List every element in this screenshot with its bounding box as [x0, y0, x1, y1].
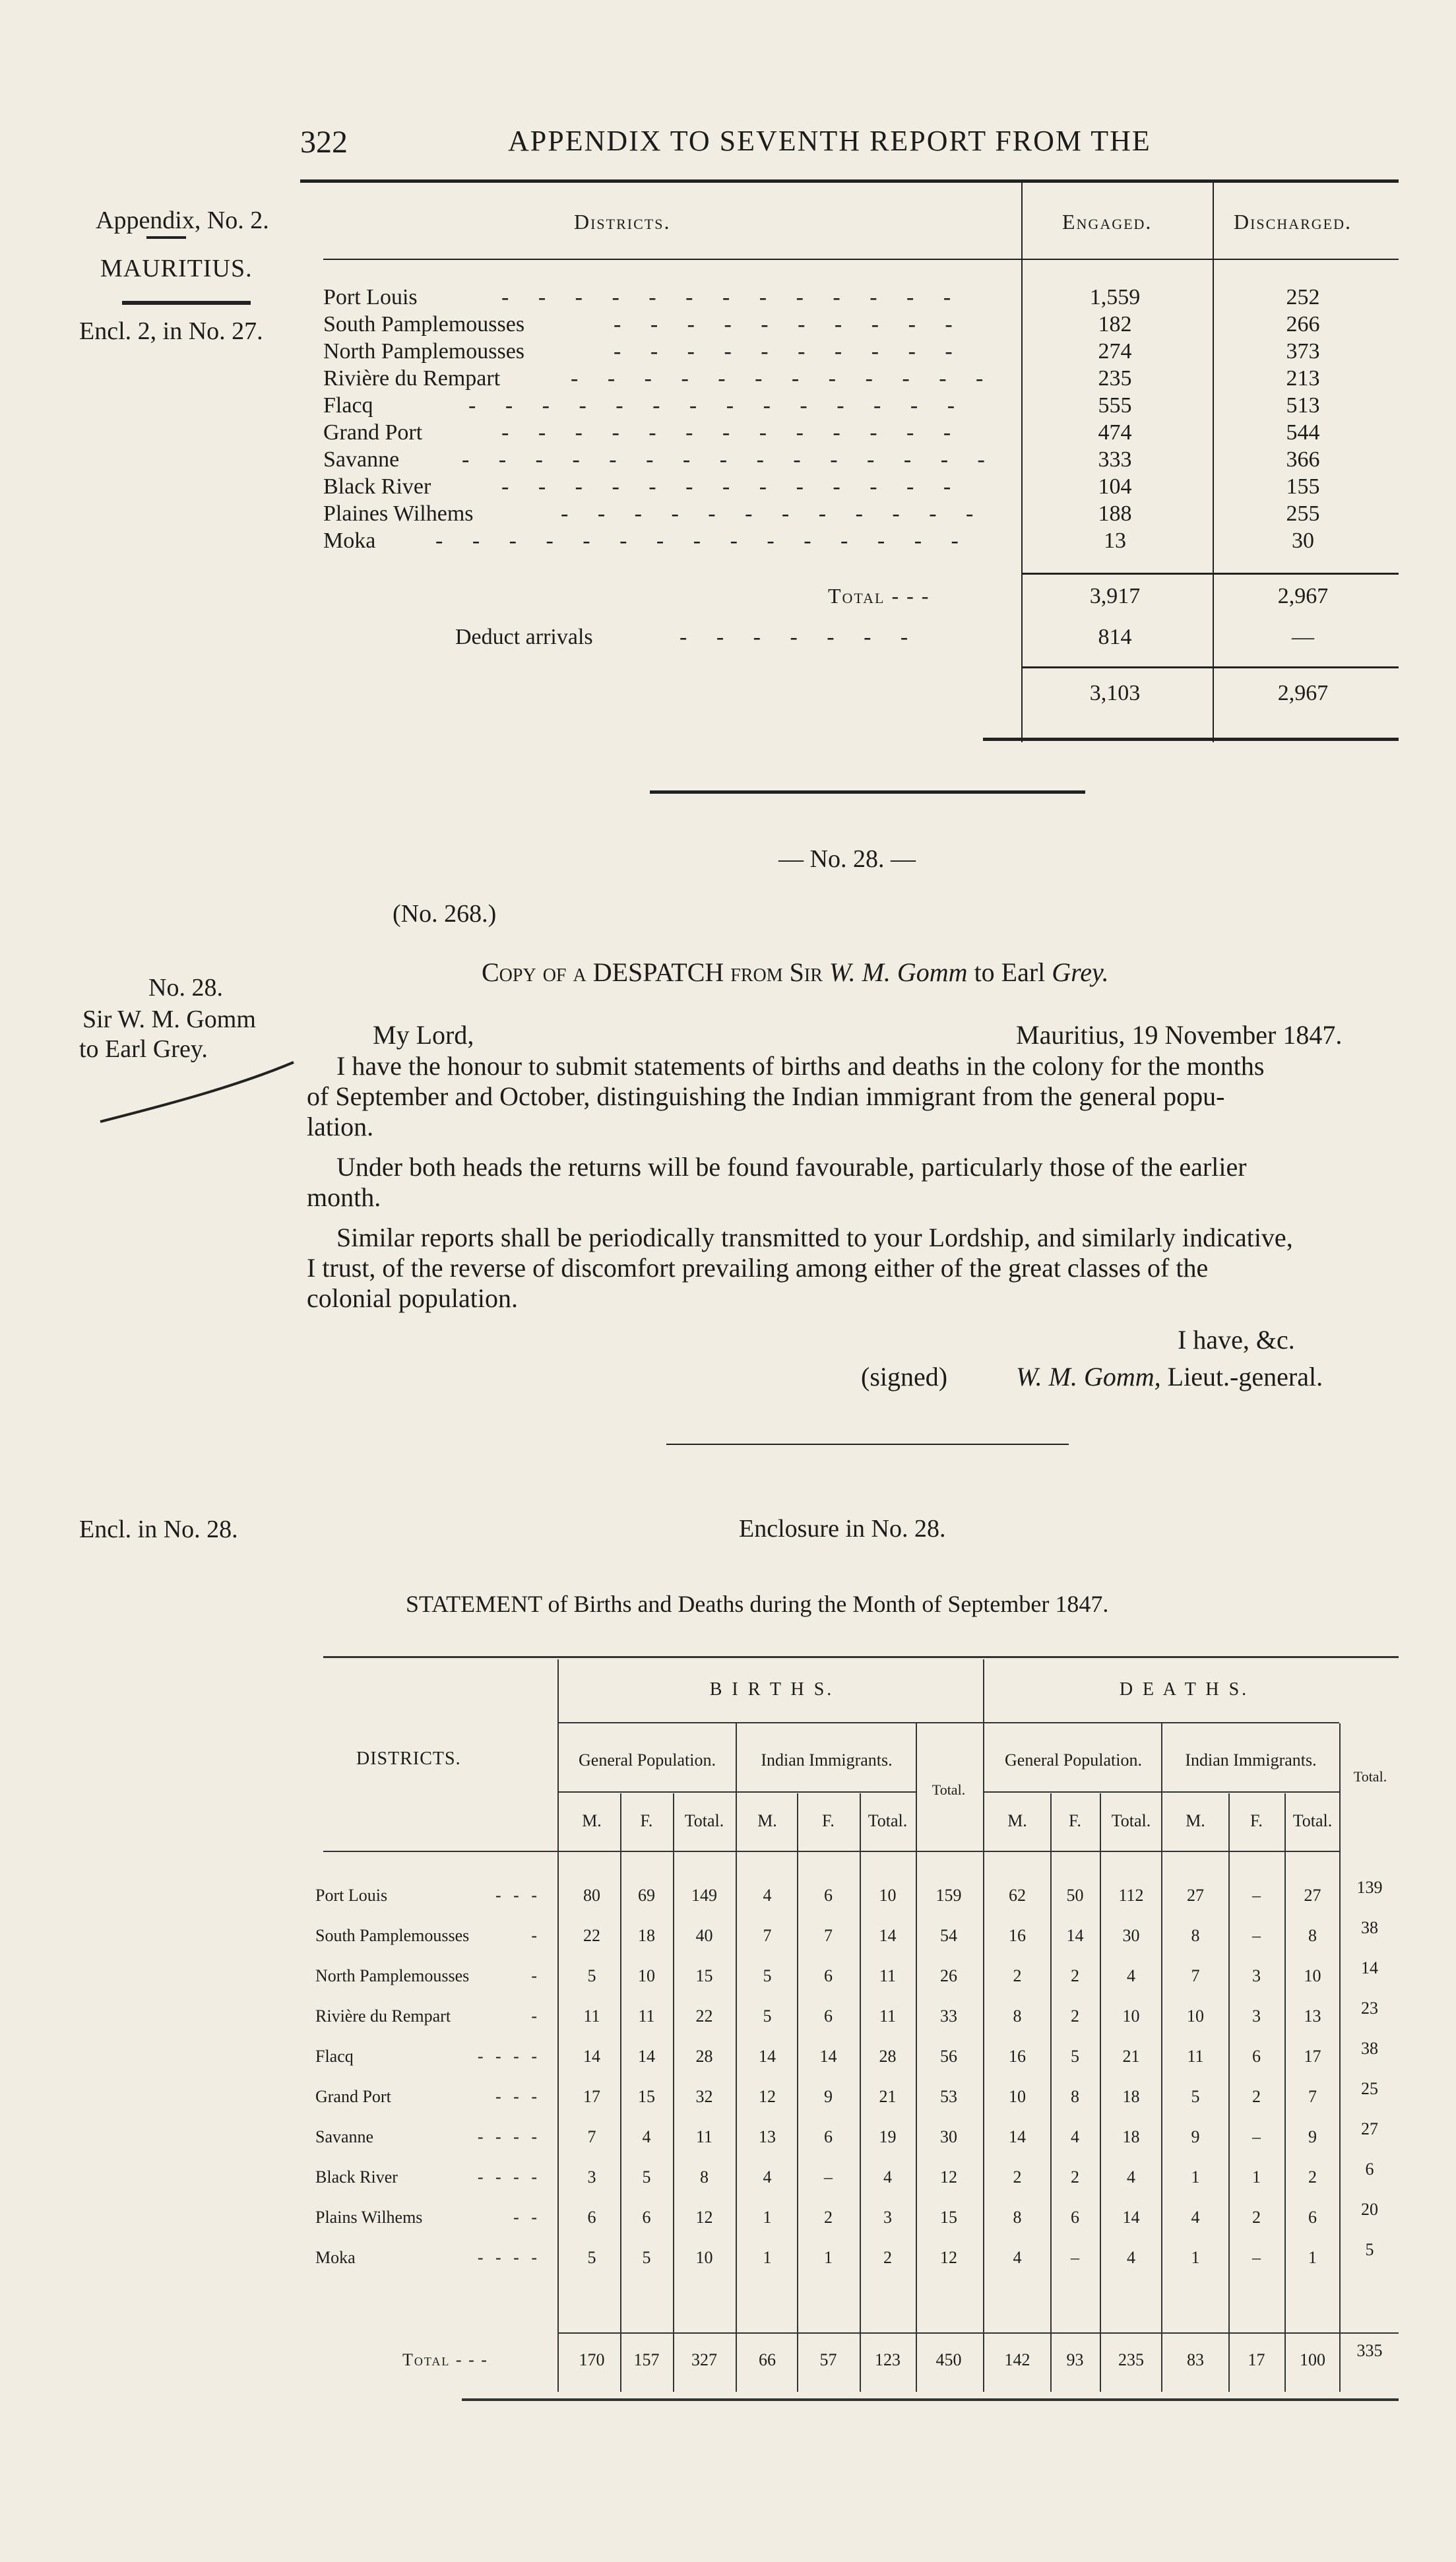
- section-number: — No. 28. —: [778, 845, 916, 873]
- cell-value: 11: [879, 1966, 897, 1985]
- margin-appendix: Appendix, No. 2.: [96, 207, 269, 234]
- cell-value: 1: [1308, 2248, 1317, 2267]
- total-value: 93: [1066, 2350, 1084, 2369]
- cell-value: 3: [1252, 1966, 1261, 1985]
- district-name: Moka: [315, 2248, 356, 2267]
- para2-line2: month.: [307, 1182, 381, 1212]
- discharged-value: 213: [1286, 366, 1320, 391]
- cell-value: 26: [940, 1966, 957, 1985]
- para1-line2: of September and October, distinguishing the Indian immigrant from the general popu-: [307, 1081, 1225, 1111]
- births-header: B I R T H S.: [709, 1679, 835, 1700]
- cell-value: 15: [940, 2208, 957, 2227]
- net-discharged: 2,967: [1277, 681, 1329, 705]
- para1-line3: lation.: [307, 1112, 374, 1141]
- cell-value: 17: [1304, 2047, 1321, 2066]
- subheader-f: F.: [640, 1811, 653, 1830]
- cell-value: 8: [1013, 2208, 1022, 2227]
- subheader-f: F.: [1069, 1811, 1081, 1830]
- cell-value: 21: [1122, 2047, 1140, 2066]
- total-value: 123: [875, 2350, 901, 2369]
- total-discharged: 2,967: [1277, 584, 1329, 608]
- cell-value: 6: [824, 2006, 833, 2026]
- cell-value: 6: [824, 1886, 833, 1905]
- cell-value: 5: [642, 2248, 651, 2267]
- margin-enclosure: Encl. 2, in No. 27.: [79, 317, 263, 345]
- cell-value: 7: [1191, 1966, 1200, 1985]
- total-value: 17: [1248, 2350, 1265, 2369]
- cell-value: 16: [1009, 1926, 1026, 1945]
- cell-value: 25: [1361, 2079, 1378, 2098]
- total-value: 100: [1300, 2350, 1325, 2369]
- engaged-value: 274: [1098, 339, 1132, 364]
- cell-value: 12: [759, 2087, 776, 2106]
- cell-value: 2: [1071, 2006, 1079, 2026]
- margin-to-earl: to Earl Grey.: [79, 1035, 208, 1063]
- cell-value: 4: [1071, 2127, 1079, 2146]
- cell-value: 2: [1252, 2208, 1261, 2227]
- cell-value: 3: [1252, 2006, 1261, 2026]
- discharged-value: 373: [1286, 339, 1320, 364]
- cell-value: 22: [583, 1926, 600, 1945]
- cell-value: 19: [879, 2127, 897, 2146]
- cell-value: 14: [1361, 1958, 1378, 1977]
- deduct-discharged: —: [1292, 625, 1314, 649]
- births-indian-header: Indian Immigrants.: [761, 1750, 893, 1770]
- cell-value: –: [824, 2167, 833, 2187]
- cell-value: 112: [1118, 1886, 1144, 1905]
- margin-rule: [122, 301, 251, 305]
- para2-line1: Under both heads the returns will be found favourable, particularly those of the earlier: [336, 1152, 1247, 1182]
- cell-value: 4: [1127, 2167, 1135, 2187]
- cell-value: 14: [583, 2047, 600, 2066]
- enclosure-title: Enclosure in No. 28.: [739, 1515, 946, 1543]
- district-name: Grand Port: [315, 2087, 391, 2106]
- cell-value: 4: [763, 1886, 772, 1905]
- cell-value: 8: [1308, 1926, 1317, 1945]
- section-divider: [650, 790, 1085, 794]
- col-districts: DISTRICTS.: [356, 1748, 461, 1769]
- cell-value: 5: [763, 1966, 772, 1985]
- cell-value: 5: [1071, 2047, 1079, 2066]
- discharged-value: 266: [1286, 312, 1320, 336]
- district-name: Grand Port: [323, 420, 423, 445]
- salutation: My Lord,: [373, 1020, 474, 1050]
- cell-value: 13: [1304, 2006, 1321, 2026]
- district-name: Moka: [323, 528, 376, 553]
- deduct-label: Deduct arrivals: [455, 625, 593, 649]
- cell-value: 10: [879, 1886, 897, 1905]
- cell-value: 15: [695, 1966, 713, 1985]
- cell-value: 14: [1066, 1926, 1084, 1945]
- cell-value: 2: [1308, 2167, 1317, 2187]
- cell-value: –: [1252, 1886, 1261, 1905]
- district-name: South Pamplemousses: [323, 312, 525, 336]
- engaged-value: 474: [1098, 420, 1132, 445]
- cell-value: 4: [1127, 2248, 1135, 2267]
- cell-value: 159: [935, 1886, 962, 1905]
- subheader-tot: Total.: [868, 1811, 908, 1830]
- cell-value: 30: [1122, 1926, 1140, 1945]
- cell-value: 6: [587, 2208, 596, 2227]
- cell-value: 1: [763, 2248, 772, 2267]
- engaged-value: 333: [1098, 447, 1132, 472]
- despatch-title: Copy of a DESPATCH from Sir W. M. Gomm to Earl Grey.: [482, 957, 1109, 987]
- engaged-value: 104: [1098, 474, 1132, 499]
- cell-value: 8: [1071, 2087, 1079, 2106]
- cell-value: 53: [940, 2087, 957, 2106]
- cell-value: 4: [1013, 2248, 1022, 2267]
- cell-value: 18: [638, 1926, 655, 1945]
- para3-line3: colonial population.: [307, 1283, 518, 1313]
- cell-value: 23: [1361, 1999, 1378, 2018]
- cell-value: 7: [824, 1926, 833, 1945]
- engaged-value: 1,559: [1089, 285, 1141, 309]
- cell-value: 6: [824, 1966, 833, 1985]
- closing: I have, &c.: [1178, 1325, 1295, 1355]
- cell-value: 50: [1066, 1886, 1084, 1905]
- margin-flourish: [99, 1056, 297, 1128]
- cell-value: 28: [879, 2047, 897, 2066]
- cell-value: 6: [824, 2127, 833, 2146]
- cell-value: 3: [883, 2208, 892, 2227]
- cell-value: 4: [1127, 1966, 1135, 1985]
- births-total-header: Total.: [932, 1781, 966, 1798]
- cell-value: –: [1252, 1926, 1261, 1945]
- cell-value: 20: [1361, 2200, 1378, 2219]
- cell-value: 1: [1191, 2248, 1200, 2267]
- col-districts: Districts.: [574, 210, 671, 234]
- cell-value: 9: [1191, 2127, 1200, 2146]
- subheader-m: M.: [1186, 1811, 1205, 1830]
- subheader-m: M.: [757, 1811, 777, 1830]
- total-value: 83: [1187, 2350, 1204, 2369]
- cell-value: 1: [763, 2208, 772, 2227]
- discharged-value: 255: [1286, 501, 1320, 526]
- cell-value: 2: [1013, 1966, 1022, 1985]
- district-name: Flacq: [315, 2047, 354, 2066]
- cell-value: 32: [695, 2087, 713, 2106]
- cell-value: 21: [879, 2087, 897, 2106]
- cell-value: 80: [583, 1886, 600, 1905]
- cell-value: 5: [642, 2167, 651, 2187]
- cell-value: 11: [583, 2006, 600, 2026]
- cell-value: 18: [1122, 2087, 1140, 2106]
- district-name: North Pamplemousses: [323, 339, 525, 364]
- cell-value: –: [1071, 2248, 1079, 2267]
- net-engaged: 3,103: [1089, 681, 1141, 705]
- cell-value: 13: [759, 2127, 776, 2146]
- cell-value: 18: [1122, 2127, 1140, 2146]
- district-name: Black River: [315, 2167, 398, 2187]
- cell-value: –: [1252, 2127, 1261, 2146]
- discharged-value: 155: [1286, 474, 1320, 499]
- total-value: 335: [1356, 2341, 1383, 2360]
- cell-value: 56: [940, 2047, 957, 2066]
- cell-value: 12: [940, 2167, 957, 2187]
- cell-value: 27: [1361, 2119, 1378, 2138]
- cell-value: 14: [819, 2047, 837, 2066]
- engaged-value: 555: [1098, 393, 1132, 418]
- cell-value: 54: [940, 1926, 957, 1945]
- cell-value: 5: [587, 2248, 596, 2267]
- cell-value: 4: [763, 2167, 772, 2187]
- cell-value: 7: [587, 2127, 596, 2146]
- cell-value: 5: [763, 2006, 772, 2026]
- cell-value: 5: [1365, 2240, 1374, 2259]
- cell-value: 14: [1122, 2208, 1140, 2227]
- cell-value: 27: [1187, 1886, 1204, 1905]
- engaged-value: 13: [1104, 528, 1126, 553]
- total-label: Total - - -: [828, 584, 930, 608]
- cell-value: 139: [1356, 1878, 1383, 1897]
- cell-value: 2: [1071, 1966, 1079, 1985]
- cell-value: 10: [1304, 1966, 1321, 1985]
- cell-value: 11: [695, 2127, 713, 2146]
- margin-mauritius: MAURITIUS.: [100, 255, 253, 282]
- cell-value: 28: [695, 2047, 713, 2066]
- cell-value: 149: [691, 1886, 717, 1905]
- cell-value: 14: [1009, 2127, 1026, 2146]
- cell-value: 33: [940, 2006, 957, 2026]
- engaged-value: 182: [1098, 312, 1132, 336]
- cell-value: 10: [1122, 2006, 1140, 2026]
- subheader-f: F.: [1250, 1811, 1263, 1830]
- cell-value: 2: [1071, 2167, 1079, 2187]
- running-title: APPENDIX TO SEVENTH REPORT FROM THE: [508, 125, 1151, 157]
- cell-value: 16: [1009, 2047, 1026, 2066]
- district-name: Savanne: [323, 447, 400, 472]
- deaths-general-header: General Population.: [1005, 1750, 1142, 1770]
- cell-value: 69: [638, 1886, 655, 1905]
- subheader-f: F.: [822, 1811, 835, 1830]
- place-date: Mauritius, 19 November 1847.: [1016, 1020, 1343, 1050]
- cell-value: 4: [642, 2127, 651, 2146]
- total-value: 450: [935, 2350, 962, 2369]
- cell-value: 9: [1308, 2127, 1317, 2146]
- total-value: 157: [633, 2350, 660, 2369]
- cell-value: 30: [940, 2127, 957, 2146]
- cell-value: 6: [1071, 2208, 1079, 2227]
- letter-divider: [666, 1444, 1069, 1445]
- margin-enclosure-28: Encl. in No. 28.: [79, 1516, 238, 1543]
- cell-value: 7: [763, 1926, 772, 1945]
- cell-value: 11: [638, 2006, 655, 2026]
- subheader-tot: Total.: [1111, 1811, 1151, 1830]
- cell-value: 6: [642, 2208, 651, 2227]
- cell-value: 7: [1308, 2087, 1317, 2106]
- district-name: Rivière du Rempart: [315, 2006, 451, 2026]
- district-name: Port Louis: [315, 1886, 388, 1905]
- cell-value: 2: [824, 2208, 833, 2227]
- district-name: Flacq: [323, 393, 373, 418]
- margin-gomm: Sir W. M. Gomm: [82, 1006, 256, 1033]
- total-label: Total - - -: [402, 2350, 488, 2369]
- district-name: Savanne: [315, 2127, 374, 2146]
- cell-value: 12: [940, 2248, 957, 2267]
- cell-value: 8: [700, 2167, 709, 2187]
- cell-value: 38: [1361, 1918, 1378, 1937]
- para3-line1: Similar reports shall be periodically transmitted to your Lordship, and similarly indicative,: [336, 1223, 1293, 1252]
- para1-line1: I have the honour to submit statements of births and deaths in the colony for the months: [336, 1051, 1265, 1081]
- births-general-header: General Population.: [579, 1750, 716, 1770]
- cell-value: 62: [1009, 1886, 1026, 1905]
- signed-label: (signed): [861, 1362, 948, 1392]
- total-value: 57: [819, 2350, 837, 2369]
- district-name: Port Louis: [323, 285, 418, 309]
- col-discharged: Discharged.: [1234, 210, 1352, 234]
- cell-value: 9: [824, 2087, 833, 2106]
- cell-value: 8: [1191, 1926, 1200, 1945]
- total-value: 142: [1004, 2350, 1030, 2369]
- cell-value: 1: [1252, 2167, 1261, 2187]
- total-engaged: 3,917: [1089, 584, 1141, 608]
- cell-value: 10: [1009, 2087, 1026, 2106]
- engaged-value: 235: [1098, 366, 1132, 391]
- cell-value: 10: [1187, 2006, 1204, 2026]
- cell-value: 4: [1191, 2208, 1200, 2227]
- cell-value: 2: [1252, 2087, 1261, 2106]
- col-engaged: Engaged.: [1062, 210, 1153, 234]
- engaged-value: 188: [1098, 501, 1132, 526]
- deduct-engaged: 814: [1098, 625, 1132, 649]
- discharged-value: 366: [1286, 447, 1320, 472]
- cell-value: 14: [879, 1926, 897, 1945]
- deaths-total-header: Total.: [1353, 1768, 1387, 1785]
- district-name: Plains Wilhems: [315, 2208, 423, 2227]
- discharged-value: 30: [1292, 528, 1314, 553]
- margin-rule: [146, 236, 186, 239]
- despatch-ref: (No. 268.): [393, 900, 497, 928]
- cell-value: 15: [638, 2087, 655, 2106]
- signature: W. M. Gomm, Lieut.-general.: [1016, 1362, 1323, 1392]
- page-number: 322: [300, 125, 348, 160]
- cell-value: 6: [1365, 2160, 1374, 2179]
- cell-value: 14: [759, 2047, 776, 2066]
- cell-value: 27: [1304, 1886, 1321, 1905]
- cell-value: 11: [1187, 2047, 1204, 2066]
- cell-value: 11: [879, 2006, 897, 2026]
- district-name: Black River: [323, 474, 431, 499]
- cell-value: 4: [883, 2167, 892, 2187]
- cell-value: 1: [1191, 2167, 1200, 2187]
- cell-value: 1: [824, 2248, 833, 2267]
- cell-value: 5: [587, 1966, 596, 1985]
- discharged-value: 513: [1286, 393, 1320, 418]
- para3-line2: I trust, of the reverse of discomfort prevailing among either of the great classes of the: [307, 1253, 1209, 1283]
- subheader-tot: Total.: [1292, 1811, 1333, 1830]
- cell-value: 14: [638, 2047, 655, 2066]
- cell-value: 22: [695, 2006, 713, 2026]
- statement-title: STATEMENT of Births and Deaths during the Month of September 1847.: [406, 1591, 1109, 1617]
- cell-value: 12: [695, 2208, 713, 2227]
- cell-value: 40: [695, 1926, 713, 1945]
- cell-value: 10: [638, 1966, 655, 1985]
- district-name: Rivière du Rempart: [323, 366, 501, 391]
- cell-value: 2: [1013, 2167, 1022, 2187]
- total-value: 235: [1118, 2350, 1144, 2369]
- cell-value: 6: [1252, 2047, 1261, 2066]
- cell-value: 8: [1013, 2006, 1022, 2026]
- total-value: 170: [579, 2350, 605, 2369]
- subheader-tot: Total.: [684, 1811, 724, 1830]
- discharged-value: 544: [1286, 420, 1320, 445]
- subheader-m: M.: [1007, 1811, 1027, 1830]
- district-name: Plaines Wilhems: [323, 501, 474, 526]
- subheader-m: M.: [582, 1811, 602, 1830]
- cell-value: –: [1252, 2248, 1261, 2267]
- cell-value: 10: [695, 2248, 713, 2267]
- cell-value: 38: [1361, 2039, 1378, 2058]
- district-name: North Pamplemousses: [315, 1966, 470, 1985]
- cell-value: 2: [883, 2248, 892, 2267]
- cell-value: 17: [583, 2087, 600, 2106]
- discharged-value: 252: [1286, 285, 1320, 309]
- total-value: 327: [691, 2350, 717, 2369]
- cell-value: 3: [587, 2167, 596, 2187]
- cell-value: 6: [1308, 2208, 1317, 2227]
- district-name: South Pamplemousses: [315, 1926, 470, 1945]
- cell-value: 5: [1191, 2087, 1200, 2106]
- deaths-indian-header: Indian Immigrants.: [1185, 1750, 1317, 1770]
- total-value: 66: [759, 2350, 776, 2369]
- deaths-header: D E A T H S.: [1119, 1679, 1250, 1700]
- margin-no28: No. 28.: [148, 974, 223, 1002]
